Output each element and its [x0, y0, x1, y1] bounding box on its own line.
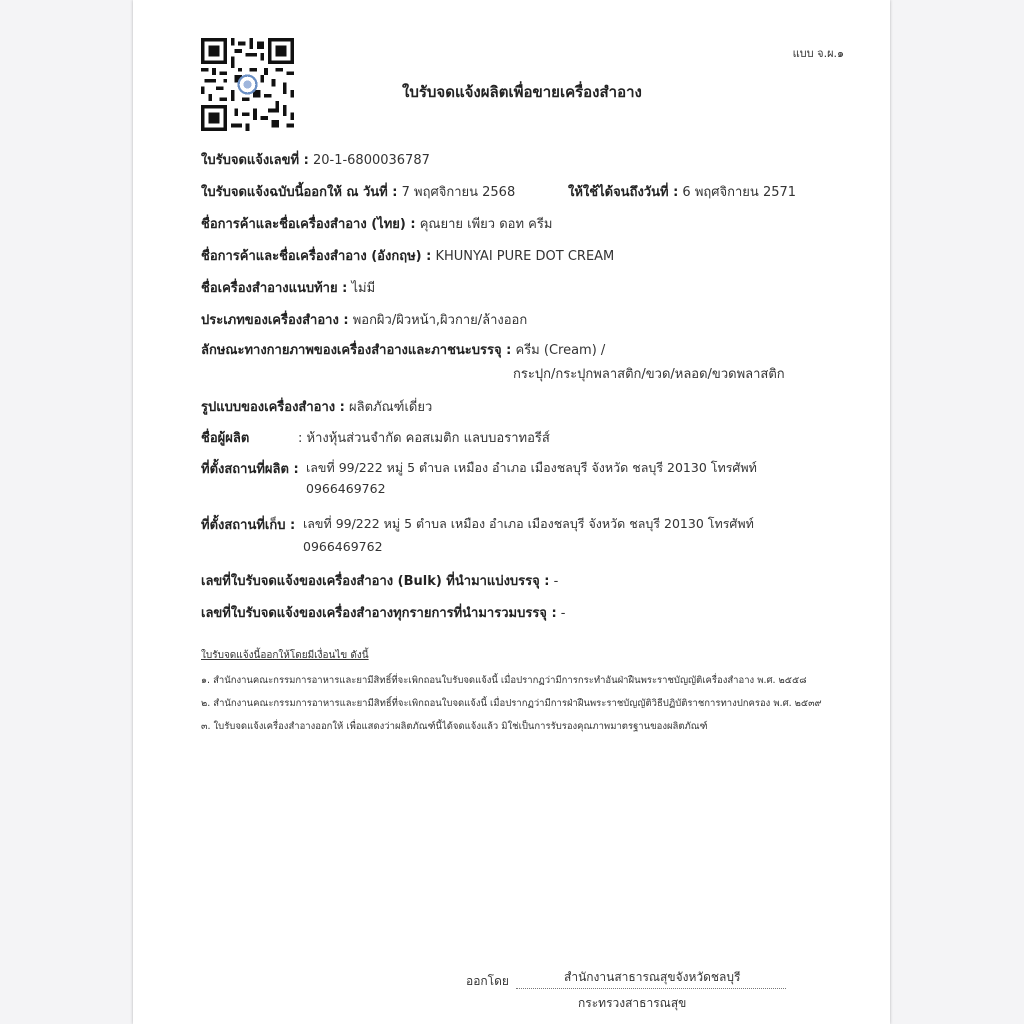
field-label: ประเภทของเครื่องสำอาง : — [201, 313, 349, 328]
field-factory-address-line1: เลขที่ 99/222 หมู่ 5 ตำบล เหมือง อำเภอ เมืองชลบุรี จังหวัด ชลบุรี 20130 โทรศัพท์ — [306, 460, 757, 475]
field-value: ผลิตภัณฑ์เดี่ยว — [349, 400, 433, 415]
condition-item: ๒. สำนักงานคณะกรรมการอาหารและยามีสิทธิ์ที่จะเพิกถอนใบจดแจ้งนี้ เมื่อปรากฏว่ามีการฝ่าฝืนพระราชบัญญัติวิธีปฏิบัติราชการทางปกครอง พ.ศ. ๒๕๓๙ — [201, 698, 822, 709]
field-label: ลักษณะทางกายภาพของเครื่องสำอางและภาชนะบรรจุ : — [201, 343, 512, 358]
field-name-en — [201, 245, 614, 266]
field-label: ชื่อการค้าและชื่อเครื่องสำอาง (ไทย) : — [201, 217, 416, 232]
field-issued — [201, 181, 515, 202]
field-value: พอกผิว/ผิวหน้า,ผิวกาย/ล้างออก — [352, 313, 528, 328]
issued-by-label: ออกโดย — [466, 974, 509, 988]
field-label: ใบรับจดแจ้งเลขที่ : — [201, 153, 309, 168]
field-attached-name — [201, 277, 375, 298]
condition-item: ๑. สำนักงานคณะกรรมการอาหารและยามีสิทธิ์ที่จะเพิกถอนใบรับจดแจ้งนี้ เมื่อปรากฏว่ามีการกระทำอันฝ่าฝืนพระราชบัญญัติเครื่องสำอาง พ.ศ. ๒๕๕๘ — [201, 675, 807, 686]
field-manufacturer-value: : ห้างหุ้นส่วนจำกัด คอสเมติก แลบบอราทอรีส์ — [298, 431, 550, 446]
form-code: แบบ จ.ผ.๑ — [792, 47, 844, 60]
field-label: เลขที่ใบรับจดแจ้งของเครื่องสำอางทุกรายการที่นำมารวมบรรจุ : — [201, 606, 557, 621]
field-value: 20-1-6800036787 — [312, 153, 430, 168]
field-factory-address-line2: 0966469762 — [306, 481, 386, 496]
conditions-heading: ใบรับจดแจ้งนี้ออกให้โดยมีเงื่อนไข ดังนี้ — [201, 650, 369, 661]
field-label: ใบรับจดแจ้งฉบับนี้ออกให้ ณ วันที่ : — [201, 185, 398, 200]
field-storage-address-label: ที่ตั้งสถานที่เก็บ : — [201, 518, 296, 533]
field-physical-line2: กระปุก/กระปุกพลาสติก/ขวด/หลอด/ขวดพลาสติก — [513, 367, 785, 382]
field-storage-address-line2: 0966469762 — [303, 539, 383, 554]
field-label: รูปแบบของเครื่องสำอาง : — [201, 400, 345, 415]
field-bulk-no — [201, 570, 558, 591]
field-manufacturer-label: ชื่อผู้ผลิต — [201, 431, 250, 446]
field-value: คุณยาย เพียว ดอท ครีม — [419, 217, 553, 232]
field-storage-address-line1: เลขที่ 99/222 หมู่ 5 ตำบล เหมือง อำเภอ เมืองชลบุรี จังหวัด ชลบุรี 20130 โทรศัพท์ — [303, 516, 754, 531]
field-all-items-no — [201, 602, 565, 623]
field-reg-no — [201, 149, 430, 170]
field-factory-address-label: ที่ตั้งสถานที่ผลิต : — [201, 462, 299, 477]
field-label: ชื่อเครื่องสำอางแนบท้าย : — [201, 281, 348, 296]
field-value: 6 พฤศจิกายน 2571 — [682, 185, 797, 200]
field-value: - — [553, 574, 559, 589]
field-label: เลขที่ใบรับจดแจ้งของเครื่องสำอาง (Bulk) ที่นำมาแบ่งบรรจุ : — [201, 574, 550, 589]
field-value: ครีม (Cream) / — [515, 343, 606, 358]
field-value: 7 พฤศจิกายน 2568 — [401, 185, 516, 200]
field-label: ให้ใช้ได้จนถึงวันที่ : — [568, 185, 679, 200]
field-format — [201, 396, 432, 417]
issuing-ministry: กระทรวงสาธารณสุข — [578, 996, 687, 1010]
condition-item: ๓. ใบรับจดแจ้งเครื่องสำอางออกให้ เพื่อแสดงว่าผลิตภัณฑ์นี้ได้จดแจ้งแล้ว มิใช่เป็นการรับรองคุณภาพมาตรฐานของผลิตภัณฑ์ — [201, 721, 708, 732]
field-cosmetic-type — [201, 309, 527, 330]
document-title: ใบรับจดแจ้งผลิตเพื่อขายเครื่องสำอาง — [402, 83, 642, 101]
qr-code — [201, 38, 294, 131]
field-valid-until — [568, 181, 796, 202]
field-label: ชื่อการค้าและชื่อเครื่องสำอาง (อังกฤษ) : — [201, 249, 432, 264]
field-value: ไม่มี — [351, 281, 376, 296]
field-name-th — [201, 213, 552, 234]
signature-dotted-line — [516, 988, 786, 989]
field-value: KHUNYAI PURE DOT CREAM — [435, 249, 615, 264]
issuing-office: สำนักงานสาธารณสุขจังหวัดชลบุรี — [564, 970, 741, 984]
field-physical — [201, 339, 605, 360]
field-value: - — [560, 606, 566, 621]
